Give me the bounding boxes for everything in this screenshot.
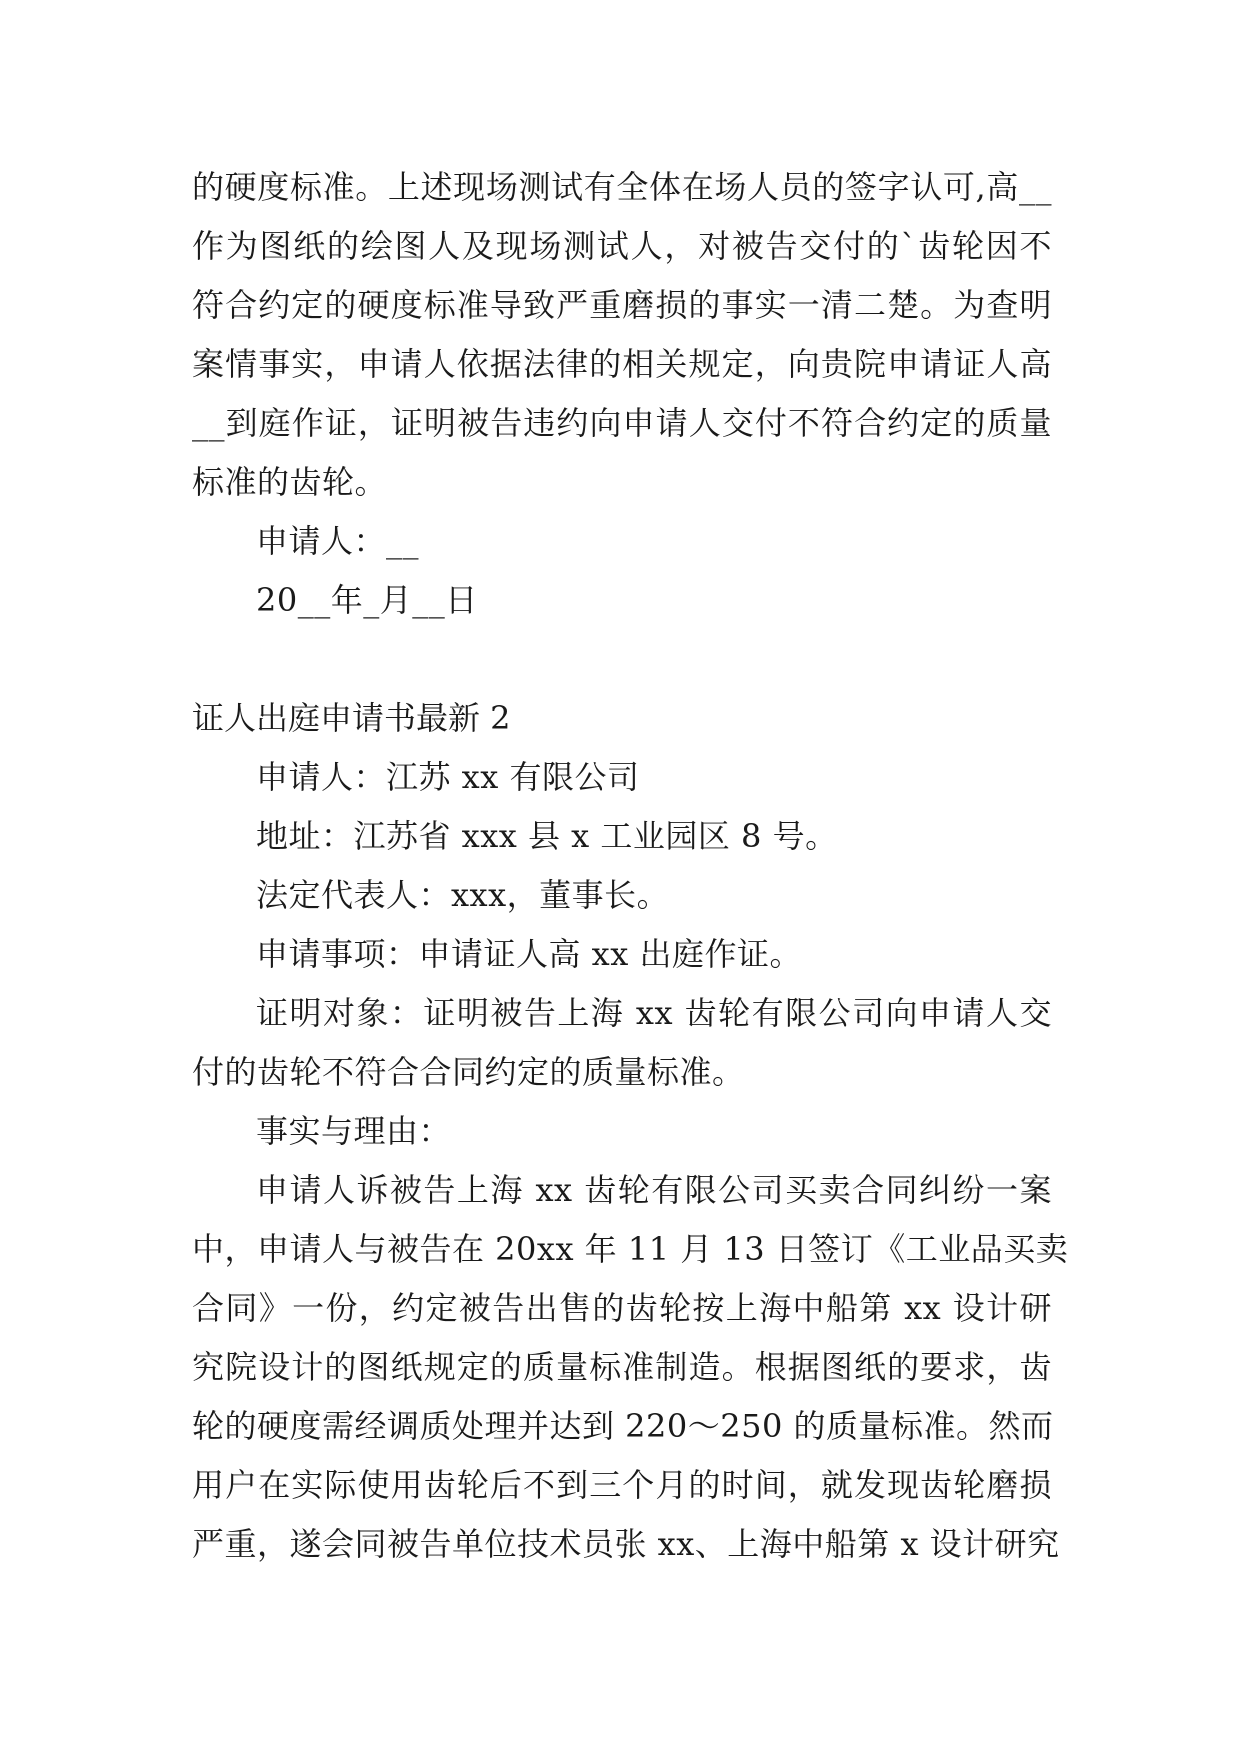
paragraph-line: 标准的齿轮。 (192, 463, 388, 501)
section-spacer (192, 630, 1052, 689)
signature-date: 20__年_月__日 (256, 581, 478, 619)
facts-line: 严重，遂会同被告单位技术员张 xx、上海中船第 x 设计研究 (192, 1525, 1060, 1563)
facts-line: 中，申请人与被告在 20xx 年 11 月 13 日签订《工业品买卖 (192, 1230, 1069, 1268)
paragraph-line: 符合约定的硬度标准导致严重磨损的事实一清二楚。为查明 (192, 286, 1052, 324)
address-line: 地址：江苏省 xxx 县 x 工业园区 8 号。 (256, 817, 838, 855)
object-line: 证明对象：证明被告上海 xx 齿轮有限公司向申请人交 (256, 994, 1052, 1032)
paragraph-line: __到庭作证，证明被告违约向申请人交付不符合约定的质量 (192, 404, 1052, 442)
applicant-line: 申请人：江苏 xx 有限公司 (256, 758, 640, 796)
representative-line: 法定代表人：xxx，董事长。 (256, 876, 670, 914)
facts-heading: 事实与理由： (256, 1112, 452, 1150)
paragraph-line: 作为图纸的绘图人及现场测试人，对被告交付的`齿轮因不 (192, 227, 1052, 265)
facts-line: 合同》一份，约定被告出售的齿轮按上海中船第 xx 设计研 (192, 1289, 1052, 1327)
facts-line: 究院设计的图纸规定的质量标准制造。根据图纸的要求，齿 (192, 1348, 1052, 1386)
document-page (192, 158, 1069, 1574)
object-line: 付的齿轮不符合合同约定的质量标准。 (192, 1053, 745, 1091)
facts-line: 轮的硬度需经调质处理并达到 220～250 的质量标准。然而 (192, 1407, 1054, 1445)
matter-line: 申请事项：申请证人高 xx 出庭作证。 (256, 935, 802, 973)
applicant-signature: 申请人：__ (256, 522, 420, 560)
facts-line: 用户在实际使用齿轮后不到三个月的时间，就发现齿轮磨损 (192, 1466, 1052, 1504)
paragraph-line: 案情事实，申请人依据法律的相关规定，向贵院申请证人高 (192, 345, 1052, 383)
section-title: 证人出庭申请书最新 2 (192, 699, 511, 737)
paragraph-line: 的硬度标准。上述现场测试有全体在场人员的签字认可,高__ (192, 168, 1052, 206)
facts-line: 申请人诉被告上海 xx 齿轮有限公司买卖合同纠纷一案 (256, 1171, 1052, 1209)
